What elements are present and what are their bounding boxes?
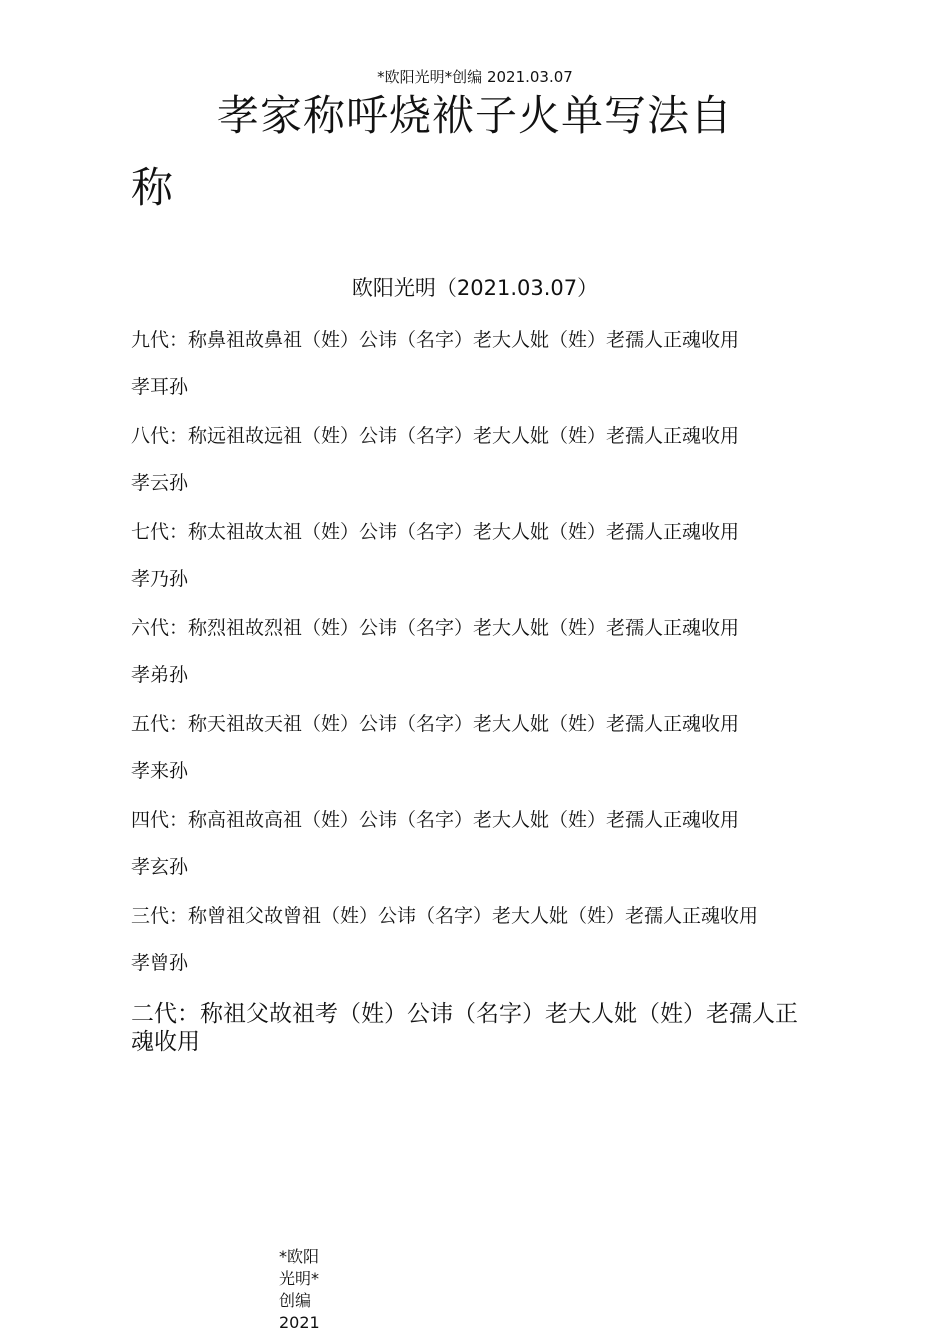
- descendant-label: 孝来孙: [131, 760, 189, 782]
- descendant-label: 孝曾孙: [131, 952, 189, 974]
- generation-entry-9: [131, 328, 811, 400]
- descendant-label: 孝弟孙: [131, 664, 189, 686]
- generation-text: 七代：称太祖故太祖（姓）公讳（名字）老大人妣（姓）老孺人正魂收用: [131, 521, 740, 543]
- generation-text: 八代：称远祖故远祖（姓）公讳（名字）老大人妣（姓）老孺人正魂收用: [131, 425, 740, 447]
- header-note: *欧阳光明*创编 2021.03.07: [377, 68, 573, 86]
- descendant-label: 孝乃孙: [131, 568, 189, 590]
- generation-text: 五代：称天祖故天祖（姓）公讳（名字）老大人妣（姓）老孺人正魂收用: [131, 713, 740, 735]
- generation-entry-3: [131, 904, 811, 976]
- generation-text: 三代：称曾祖父故曾祖（姓）公讳（名字）老大人妣（姓）老孺人正魂收用: [131, 905, 759, 927]
- descendant-label: 孝耳孙: [131, 376, 189, 398]
- document-title-line-2: 称: [131, 163, 174, 212]
- descendant-label: 孝玄孙: [131, 856, 189, 878]
- generation-text: 六代：称烈祖故烈祖（姓）公讳（名字）老大人妣（姓）老孺人正魂收用: [131, 617, 740, 639]
- generation-text: 四代：称高祖故高祖（姓）公讳（名字）老大人妣（姓）老孺人正魂收用: [131, 809, 740, 831]
- generation-entry-8: [131, 424, 811, 496]
- generation-entry-7: [131, 520, 811, 592]
- descendant-label: 孝云孙: [131, 472, 189, 494]
- generation-text: 九代：称鼻祖故鼻祖（姓）公讳（名字）老大人妣（姓）老孺人正魂收用: [131, 329, 740, 351]
- footer-note: *欧阳光明*创编2021: [279, 1247, 320, 1332]
- document-title-line-1: 孝家称呼烧袱子火单写法自: [216, 91, 733, 140]
- generation-entry-2: [131, 1000, 811, 1056]
- generation-entry-6: [131, 616, 811, 688]
- generation-list: [131, 328, 811, 1056]
- author-date-line: 欧阳光明（2021.03.07）: [351, 276, 599, 300]
- generation-text: 二代：称祖父故祖考（姓）公讳（名字）老大人妣（姓）老孺人正魂收用: [131, 1001, 798, 1055]
- generation-entry-5: [131, 712, 811, 784]
- generation-entry-4: [131, 808, 811, 880]
